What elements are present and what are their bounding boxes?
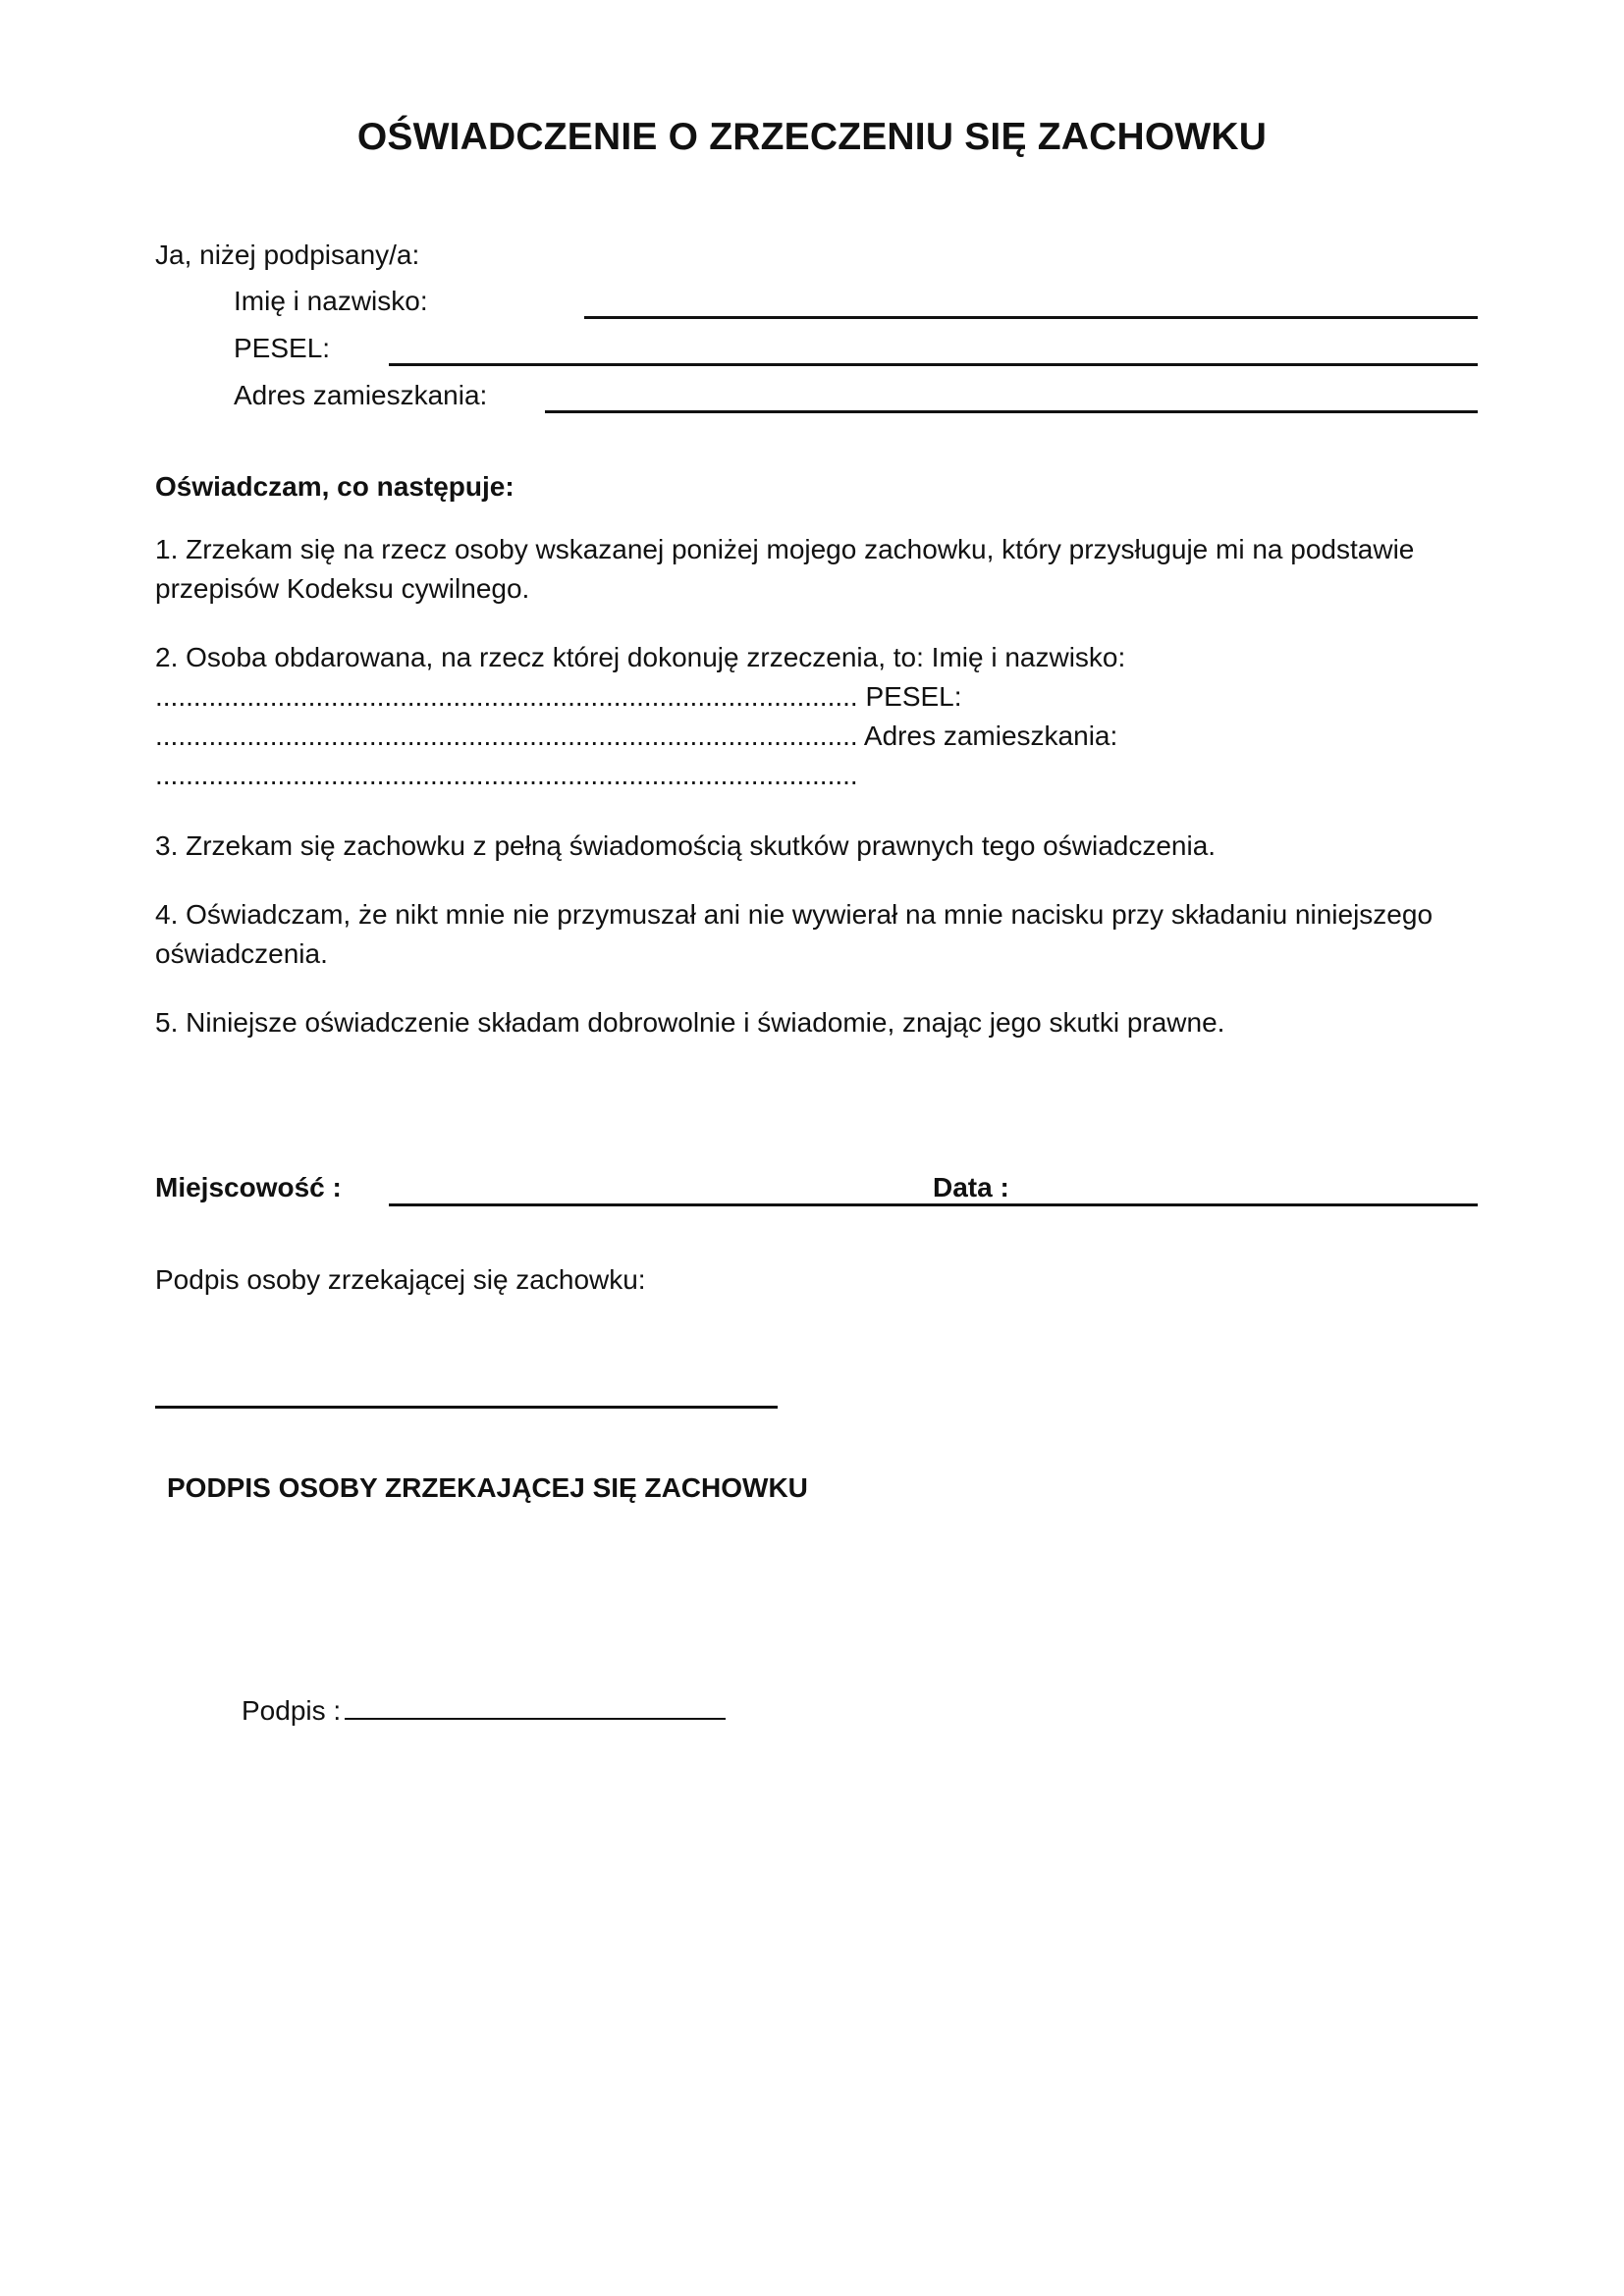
place-date-field-line[interactable] xyxy=(389,1203,1478,1206)
signature-line[interactable] xyxy=(155,1406,778,1409)
date-label: Data : xyxy=(933,1172,1009,1202)
signature-prompt: Podpis osoby zrzekającej się zachowku: xyxy=(155,1264,646,1295)
declare-heading: Oświadczam, co następuje: xyxy=(155,471,514,502)
name-label: Imię i nazwisko: xyxy=(234,286,428,316)
address-field-line[interactable] xyxy=(545,410,1478,413)
point-2 xyxy=(155,638,1481,795)
place-label: Miejscowość : xyxy=(155,1172,342,1202)
point-2-line-2: ............................................................................................ PESEL: xyxy=(155,681,962,712)
point-4: 4. Oświadczam, że nikt mnie nie przymuszał ani nie wywierał na mnie nacisku przy składaniu niniejszego oświadczenia. xyxy=(155,899,1434,969)
point-1: 1. Zrzekam się na rzecz osoby wskazanej poniżej mojego zachowku, który przysługuje mi na podstawie przepisów Kodeksu cywilnego. xyxy=(155,534,1415,604)
point-3: 3. Zrzekam się zachowku z pełną świadomością skutków prawnych tego oświadczenia. xyxy=(155,830,1217,861)
name-field-line[interactable] xyxy=(584,316,1478,319)
final-signature-label: Podpis : xyxy=(242,1695,342,1726)
pesel-label: PESEL: xyxy=(234,333,331,363)
document-title: OŚWIADCZENIE O ZRZECZENIU SIĘ ZACHOWKU xyxy=(356,116,1268,158)
point-2-line-4: ............................................................................................ xyxy=(155,760,858,790)
point-2-line-1: 2. Osoba obdarowana, na rzecz której dokonuję zrzeczenia, to: Imię i nazwisko: xyxy=(155,642,1126,672)
address-label: Adres zamieszkania: xyxy=(234,380,488,410)
final-signature xyxy=(242,1688,726,1731)
signature-caption: PODPIS OSOBY ZRZEKAJĄCEJ SIĘ ZACHOWKU xyxy=(167,1472,808,1503)
pesel-field-line[interactable] xyxy=(389,363,1478,366)
point-2-line-3: ............................................................................................ Adres zamieszkania: xyxy=(155,721,1118,751)
intro-text: Ja, niżej podpisany/a: xyxy=(155,240,420,270)
final-signature-field[interactable] xyxy=(345,1688,726,1720)
point-5: 5. Niniejsze oświadczenie składam dobrowolnie i świadomie, znając jego skutki prawne. xyxy=(155,1007,1225,1038)
